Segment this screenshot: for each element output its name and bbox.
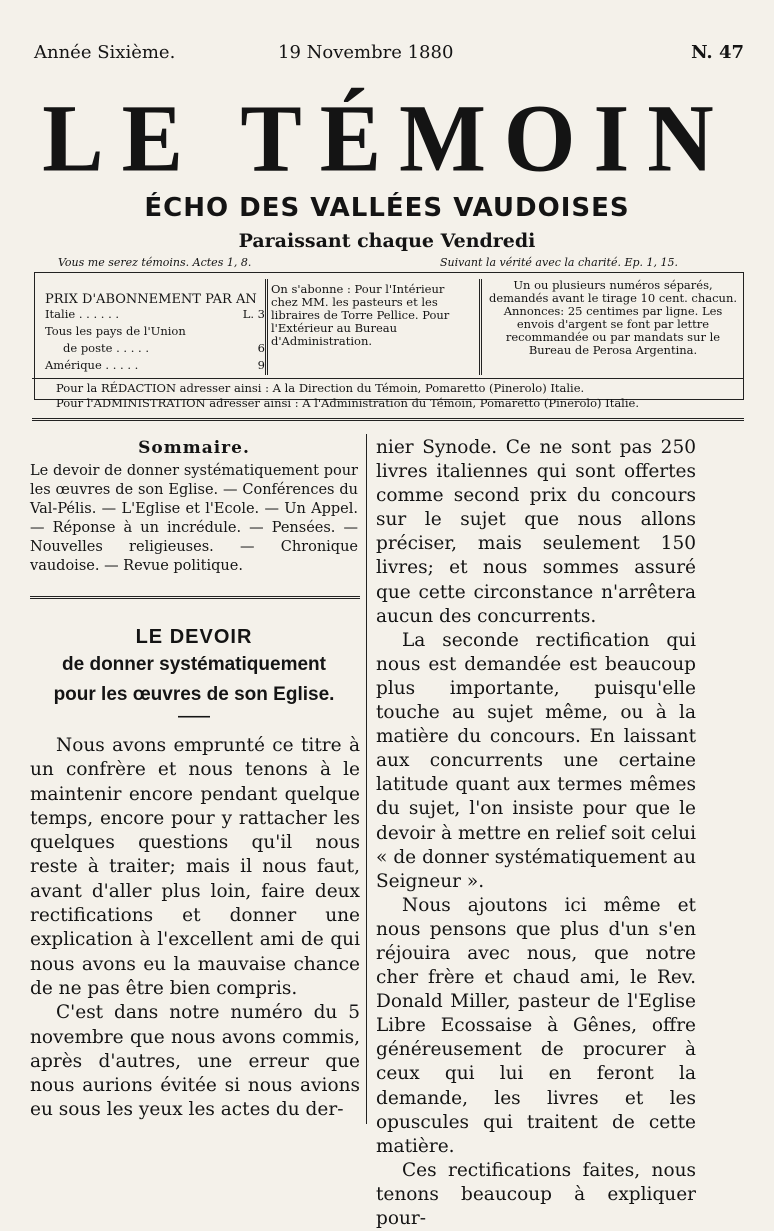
price-row: Amérique . . . . . 9 <box>45 358 265 372</box>
price-row: Italie . . . . . . L. 3 <box>45 307 265 321</box>
article-title-line2: de donner systématiquement <box>62 654 326 675</box>
paragraph: Nous ajoutons ici même et nous pensons que plus d'un s'en réjouira avec nous, que notre cher frère et chaud ami, le Rev. Donald Miller, pasteur de l'Eglise Libre Ecossaise à Gênes, offre généreusement de procurer à ceux qui lui en feront la demande, les livres et les opuscules qui traitent de cette matière. <box>376 894 696 1157</box>
periodicity: Paraissant chaque Vendredi <box>238 230 536 252</box>
paragraph: Nous avons emprunté ce titre à un confrère et nous tenons à le maintenir encore pendant quelque temps, encore pour y rattacher les quelques questions qu'il nous reste à traiter; mais il nous faut, avant d'aller plus loin, faire deux rectifications et donner une explication à l'excellent ami de qui nous avons eu la mauvaise chance de ne pas être bien compris. <box>30 735 360 999</box>
motto-right: Suivant la vérité avec la charité. Ep. 1, 15. <box>440 256 678 269</box>
column-divider <box>366 434 367 1124</box>
subscription-heading: PRIX D'ABONNEMENT PAR AN <box>45 292 257 307</box>
divider <box>265 279 268 375</box>
issue-year: Année Sixième. <box>34 42 176 63</box>
motto-left: Vous me serez témoins. Actes 1, 8. <box>58 256 252 269</box>
article-title-line1: LE DEVOIR <box>135 626 253 648</box>
sommaire-text: Le devoir de donner systématiquement pour les œuvres de son Eglise. — Conférences du Val-Pélis. — L'Eglise et l'Ecole. — Un Appel. — Réponse à un incrédule. — Pensées. — Nouvelles religieuses. — Chronique vaudoise. — Revue politique. <box>30 463 358 574</box>
article-title <box>30 624 358 724</box>
price-row: Tous les pays de l'Union <box>45 324 186 338</box>
paragraph: La seconde rectification qui nous est demandée est beaucoup plus importante, puisqu'elle touche au sujet même, ou à la matière du concours. En laissant aux concurrents une certaine latitude quant aux termes mêmes du sujet, l'on insiste pour que le devoir à mettre en relief soit celui « de donner systématiquement au Seigneur ». <box>376 629 696 892</box>
masthead-title: LE TÉMOIN <box>42 84 732 192</box>
article-title-line3: pour les œuvres de son Eglise. <box>53 684 335 705</box>
subscription-notes: Un ou plusieurs numéros séparés, demandés avant le tirage 10 cent. chacun. Annonces: 25 centimes par ligne. Les envois d'argent se font par lettre recommandée ou par mandats sur le Bureau de Perosa Argentina. <box>488 278 738 357</box>
paragraph: C'est dans notre numéro du 5 novembre que nous avons commis, après d'autres, une erreur que nous aurions évitée si nous avions eu sous les yeux les actes du der- <box>30 1002 360 1121</box>
administration-address: Pour l'ADMINISTRATION adresser ainsi : A l'Administration du Témoin, Pomaretto (Pinerolo) Italie. <box>56 396 639 410</box>
divider <box>32 378 744 379</box>
masthead-subtitle: ÉCHO DES VALLÉES VAUDOISES <box>144 193 630 223</box>
subscription-prices <box>45 293 265 376</box>
price-row: de poste . . . . . 6 <box>63 341 265 355</box>
sommaire <box>30 438 358 576</box>
subscription-where: On s'abonne : Pour l'Intérieur chez MM. les pasteurs et les libraires de Torre Pellice. Pour l'Extérieur au Bureau d'Administration. <box>271 282 450 348</box>
redaction-address: Pour la RÉDACTION adresser ainsi : A la Direction du Témoin, Pomaretto (Pinerolo) Italie. <box>56 381 585 395</box>
paragraph: nier Synode. Ce ne sont pas 250 livres italiennes qui sont offertes comme second prix du concours sur le sujet que nous allons préciser, mais seulement 150 livres; et nous sommes assuré que cette circonstance n'arrêtera aucun des concurrents. <box>376 437 696 627</box>
issue-line <box>34 42 744 66</box>
divider <box>30 596 360 599</box>
divider <box>32 418 744 421</box>
sommaire-title: Sommaire. <box>138 438 250 458</box>
article-body-right <box>376 436 696 1231</box>
paragraph: Ces rectifications faites, nous tenons beaucoup à expliquer pour- <box>376 1159 696 1229</box>
divider <box>479 279 482 375</box>
issue-date: 19 Novembre 1880 <box>278 42 454 63</box>
title-dash: —— <box>178 708 210 725</box>
article-body-left <box>30 734 360 1123</box>
issue-number: N. 47 <box>691 42 744 63</box>
